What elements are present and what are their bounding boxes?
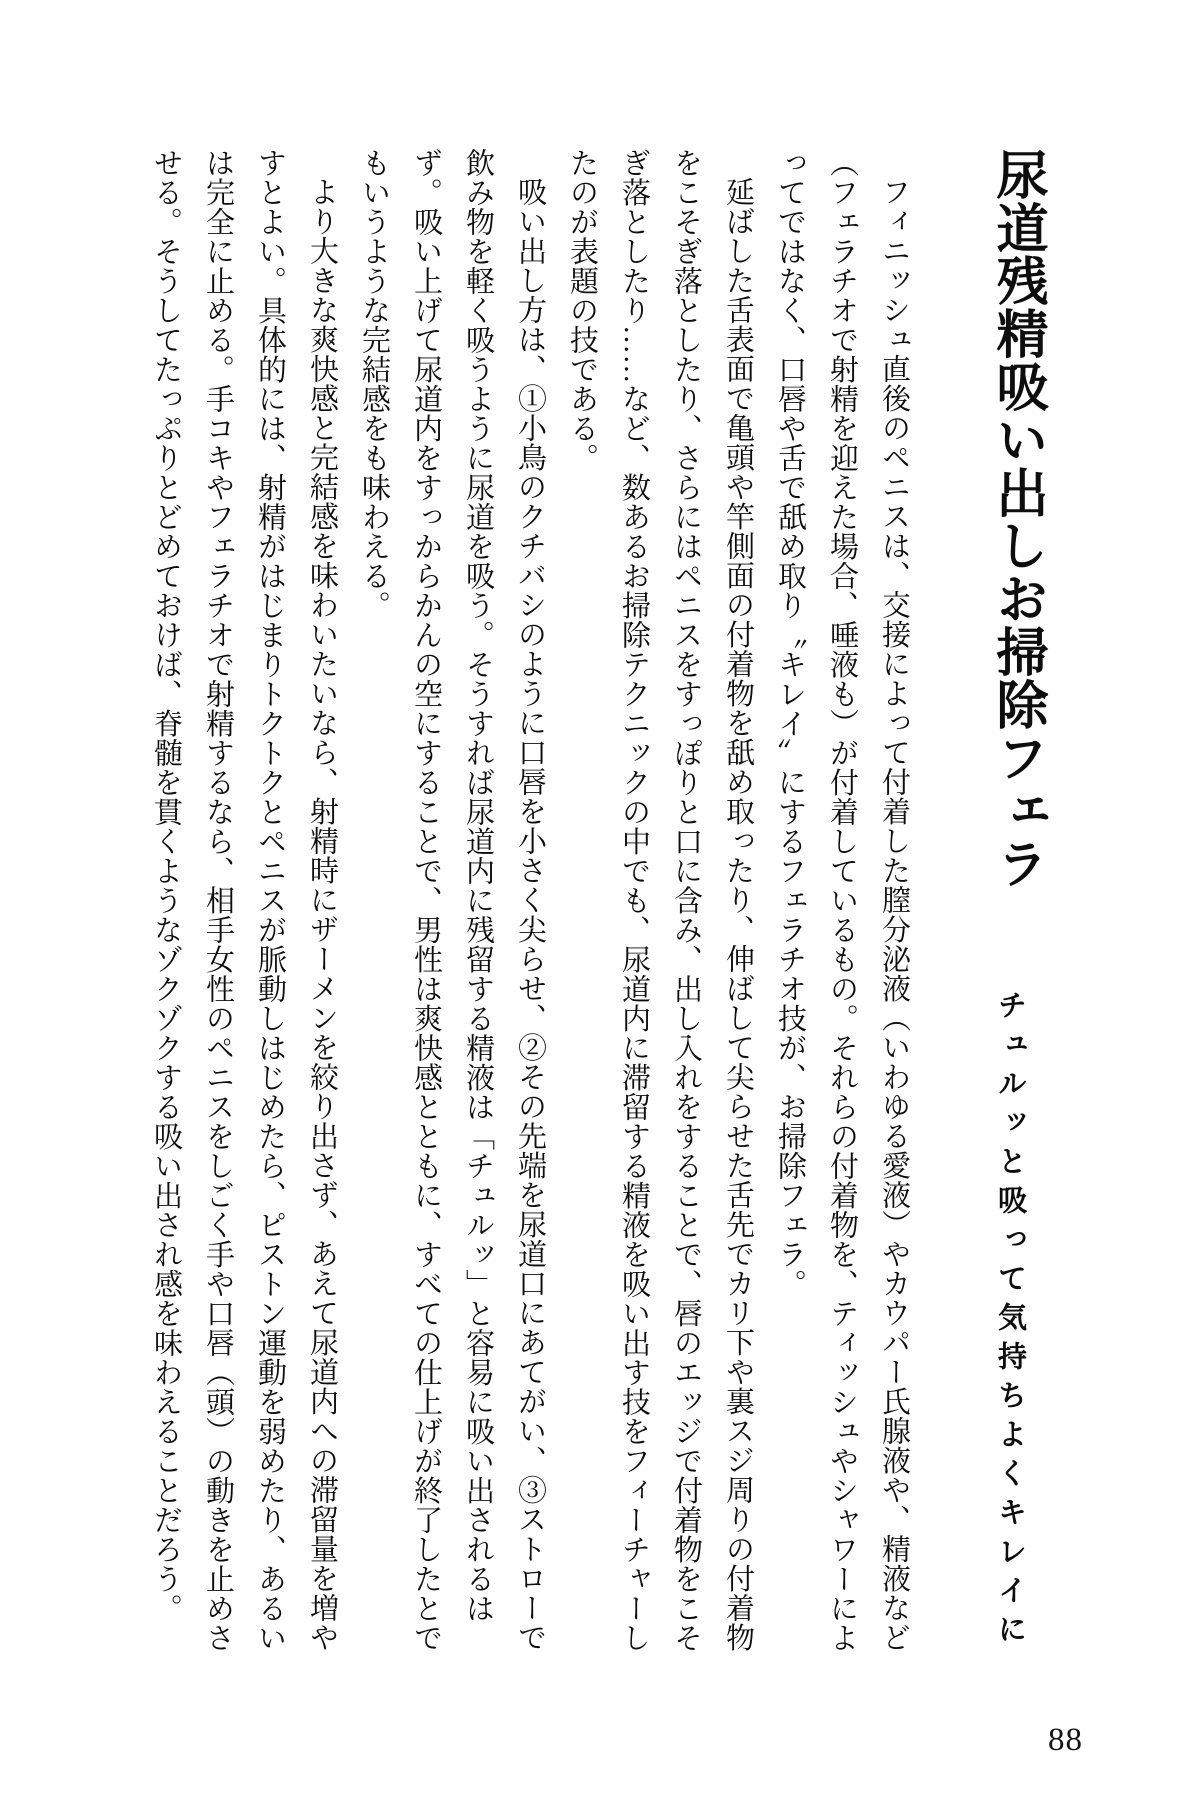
paragraph-1: フィニッシュ直後のペニスは、交接によって付着した膣分泌液（いわゆる愛液）やカウパー氏腺液や、精液など（フェラチオで射精を迎えた場合、唾液も）が付着しているもの。それらの付着物を、ティッシュやシャワーによってではなく、口唇や舌で舐め取り〝キレイ〟にするフェラチオ技が、お掃除フェラ。	[774, 148, 910, 1653]
page-subtitle: チュルッと吸って気持ちよくキレイに	[994, 990, 1026, 1653]
paragraph-2: 延ばした舌表面で亀頭や竿側面の付着物を舐め取ったり、伸ばして尖らせた舌先でカリ下や裏スジ周りの付着物をこそぎ落としたり、さらにはペニスをすっぽりと口に含み、出し入れをすることで、唇のエッジで付着物をこそぎ落としたり……など、数あるお掃除テクニックの中でも、尿道内に滞留する精液を吸い出す技をフィーチャーしたのが表題の技である。	[566, 148, 754, 1653]
body-text	[140, 148, 920, 1658]
page-number: 88	[1048, 1722, 1083, 1758]
paragraph-3: 吸い出し方は、①小鳥のクチバシのように口唇を小さく尖らせ、②その先端を尿道口にあてがい、③ストローで飲み物を軽く吸うように尿道を吸う。そうすれば尿道内に残留する精液は「チュルッ」と容易に吸い出されるはず。吸い上げて尿道内をすっからかんの空にすることで、男性は爽快感とともに、すべての仕上げが終了したとでもいうような完結感をも味わえる。	[358, 148, 546, 1653]
paragraph-4: より大きな爽快感と完結感を味わいたいなら、射精時にザーメンを絞り出さず、あえて尿道内への滞留量を増やすとよい。具体的には、射精がはじまりトクトクとペニスが脈動しはじめたら、ピストン運動を弱めたり、あるいは完全に止める。手コキやフェラチオで射精するなら、相手女性のペニスをしごく手や口唇（頭）の動きを止めさせる。そうしてたっぷりとどめておけば、脊髄を貫くようなゾクゾクする吸い出され感を味わえることだろう。	[150, 148, 338, 1653]
page-title: 尿道残精吸い出しお掃除フェラ	[988, 148, 1045, 890]
